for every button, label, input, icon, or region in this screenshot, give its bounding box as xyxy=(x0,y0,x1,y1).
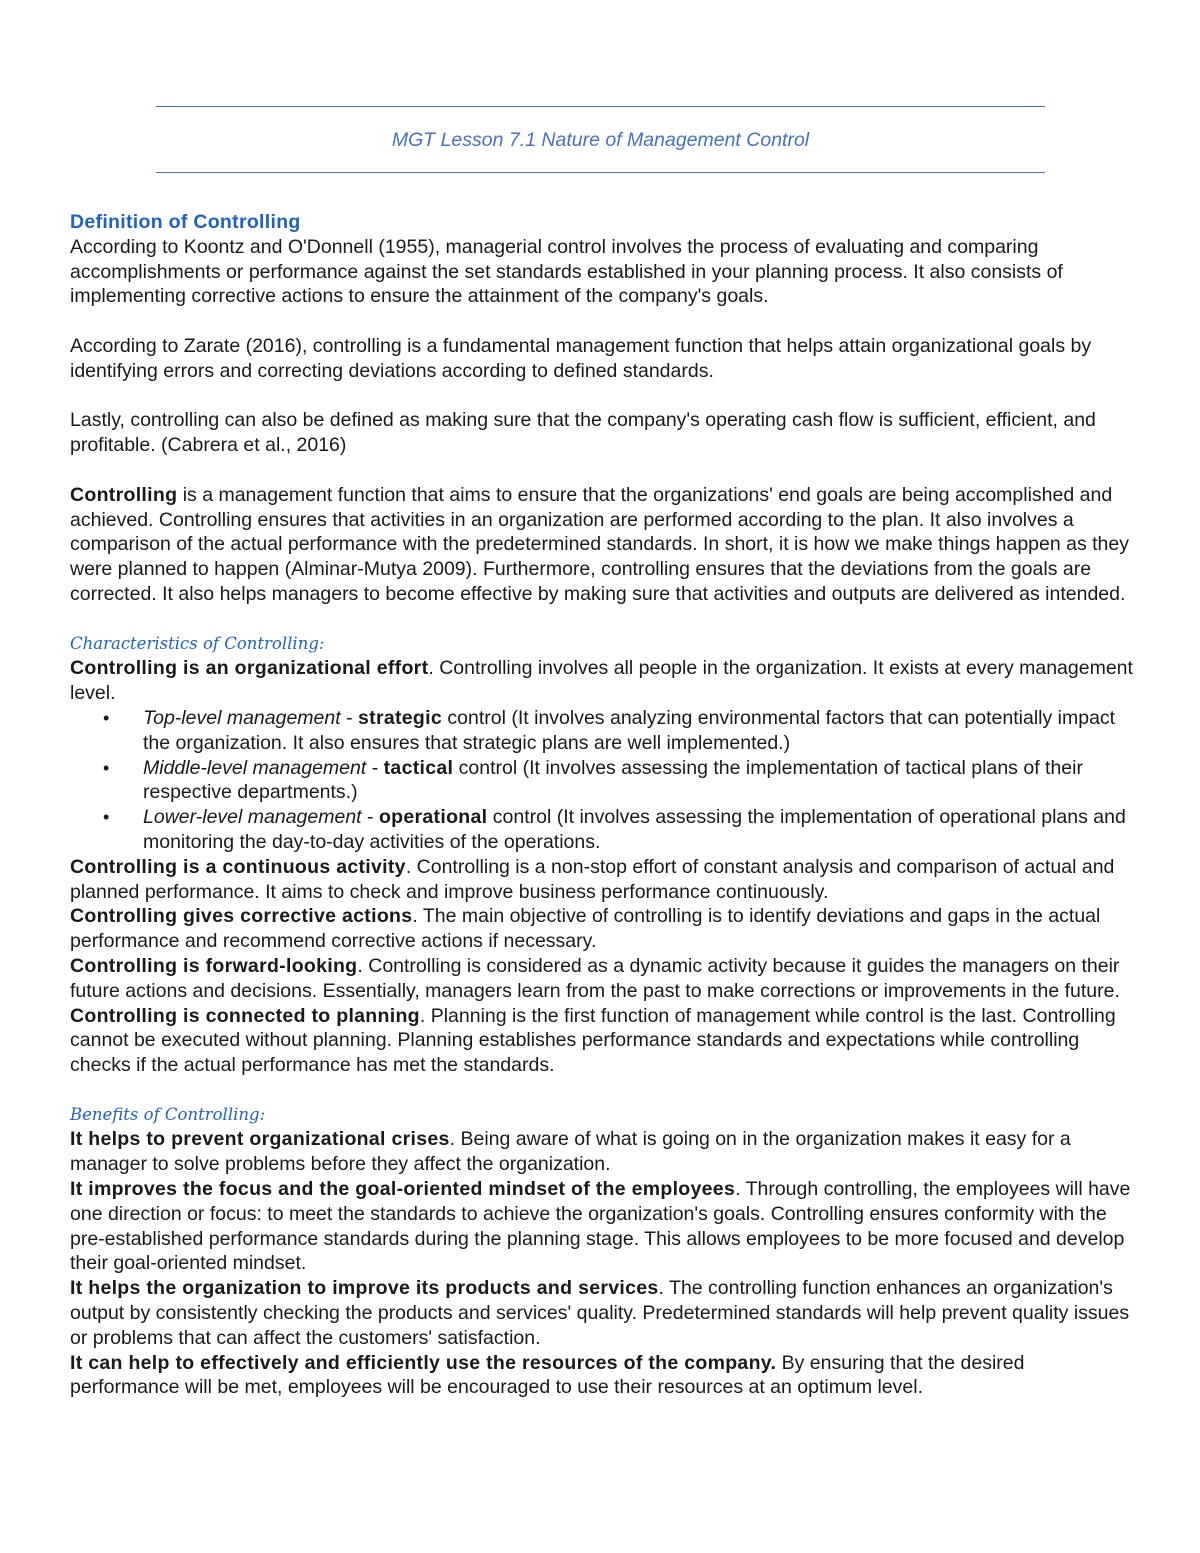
list-item xyxy=(70,756,1135,806)
level-separator: - xyxy=(361,806,379,829)
benefit-4-title: It can help to effectively and efficiently use the resources of the company. xyxy=(70,1351,777,1374)
characteristic-2-title: Controlling is a continuous activity xyxy=(70,855,406,878)
paragraph-gap xyxy=(70,1078,1135,1103)
term-controlling: Controlling xyxy=(70,483,178,506)
benefit-2-text: . Through controlling, the employees will have one direction or focus: to meet the standards to achieve the organization's goals. Controlling ensures conformity with the pre-established performance standards during the planning stage. This allows employees to be more focused and develop their goal-oriented mindset. xyxy=(70,1178,1131,1275)
paragraph-gap xyxy=(70,384,1135,409)
benefits-heading: Benefits of Controlling: xyxy=(70,1104,266,1124)
level-name: Top-level management xyxy=(143,706,341,729)
benefit-3-text: . The controlling function enhances an organization's output by consistently checking the products and services' quality. Predetermined standards will help prevent quality issues or problems that can affect the customers' satisfaction. xyxy=(70,1277,1130,1349)
level-separator: - xyxy=(366,756,384,779)
level-name: Middle-level management xyxy=(143,756,367,779)
document-body xyxy=(70,210,1135,1400)
definition-heading: Definition of Controlling xyxy=(70,211,301,233)
level-separator: - xyxy=(340,706,358,729)
page-title: MGT Lesson 7.1 Nature of Management Control xyxy=(391,129,810,151)
characteristic-5 xyxy=(70,1004,1135,1078)
characteristic-2 xyxy=(70,855,1135,905)
definition-paragraph-1: According to Koontz and O'Donnell (1955), managerial control involves the process of evaluating and comparing accomplishments or performance against the set standards established in your planning process. It also consists of implementing corrective actions to ensure the attainment of the company's goals. xyxy=(70,235,1063,308)
characteristic-1-text: . Controlling involves all people in the organization. It exists at every management level. xyxy=(70,657,1133,705)
header-rule-top xyxy=(156,106,1045,107)
management-levels-list xyxy=(70,706,1135,855)
bullet-icon: • xyxy=(103,807,110,828)
characteristic-5-title: Controlling is connected to planning xyxy=(70,1004,420,1027)
level-name: Lower-level management xyxy=(143,806,362,829)
characteristic-2-text: . Controlling is a non-stop effort of constant analysis and comparison of actual and planned performance. It aims to check and improve business performance continuously. xyxy=(70,855,1115,903)
control-type: operational xyxy=(378,806,488,829)
characteristic-1 xyxy=(70,656,1135,706)
benefit-4 xyxy=(70,1351,1135,1401)
benefit-4-text: By ensuring that the desired performance will be met, employees will be encouraged to use their resources at an optimum level. xyxy=(70,1351,1025,1399)
characteristic-1-title: Controlling is an organizational effort xyxy=(70,657,429,680)
benefit-2 xyxy=(70,1177,1135,1276)
benefit-1 xyxy=(70,1127,1135,1177)
level-description: control (It involves assessing the implementation of operational plans and monitoring the day-to-day activities of the operations. xyxy=(143,806,1126,853)
paragraph-gap xyxy=(70,309,1135,334)
benefit-1-title: It helps to prevent organizational crises xyxy=(70,1128,450,1151)
benefit-1-text: . Being aware of what is going on in the organization makes it easy for a manager to solve problems before they affect the organization. xyxy=(70,1128,1071,1176)
benefit-3 xyxy=(70,1276,1135,1350)
bullet-icon: • xyxy=(103,757,110,778)
definition-paragraph-4 xyxy=(70,483,1135,607)
level-description: control (It involves assessing the implementation of tactical plans of their respective departments.) xyxy=(143,756,1083,804)
benefit-3-title: It helps the organization to improve its products and services xyxy=(70,1277,659,1300)
control-type: tactical xyxy=(383,756,454,779)
definition-paragraph-3: Lastly, controlling can also be defined as making sure that the company's operating cash flow is sufficient, efficient, and profitable. (Cabrera et al., 2016) xyxy=(70,409,1096,457)
bullet-icon: • xyxy=(103,707,110,728)
characteristic-3 xyxy=(70,904,1135,954)
header-rule-bottom xyxy=(156,172,1045,173)
definition-paragraph-4-text: is a management function that aims to ensure that the organizations' end goals are being accomplished and achieved. Controlling ensures that activities in an organization are performed according to the plan. It also involves a comparison of the actual performance with the predetermined standards. In short, it is how we make things happen as they were planned to happen (Alminar-Mutya 2009). Furthermore, controlling ensures that the deviations from the goals are corrected. It also helps managers to become effective by making sure that activities and outputs are delivered as intended. xyxy=(70,483,1129,605)
characteristics-heading: Characteristics of Controlling: xyxy=(70,633,325,653)
level-description: control (It involves analyzing environmental factors that can potentially impact the organization. It also ensures that strategic plans are well implemented.) xyxy=(143,706,1116,754)
control-type: strategic xyxy=(358,706,442,729)
list-item xyxy=(70,805,1135,855)
characteristic-3-title: Controlling gives corrective actions xyxy=(70,905,413,928)
list-item xyxy=(70,706,1135,756)
characteristic-3-text: . The main objective of controlling is to identify deviations and gaps in the actual performance and recommend corrective actions if necessary. xyxy=(70,905,1101,953)
paragraph-gap xyxy=(70,607,1135,632)
characteristic-4 xyxy=(70,954,1135,1004)
benefit-2-title: It improves the focus and the goal-oriented mindset of the employees xyxy=(70,1178,736,1201)
characteristic-4-title: Controlling is forward-looking xyxy=(70,954,358,977)
characteristic-4-text: . Controlling is considered as a dynamic activity because it guides the managers on their future actions and decisions. Essentially, managers learn from the past to make corrections or improvements in the future. xyxy=(70,954,1120,1002)
definition-paragraph-2: According to Zarate (2016), controlling is a fundamental management function that helps attain organizational goals by identifying errors and correcting deviations according to defined standards. xyxy=(70,334,1092,382)
characteristic-5-text: . Planning is the first function of management while control is the last. Controlling cannot be executed without planning. Planning establishes performance standards and expectations while controlling checks if the actual performance has met the standards. xyxy=(70,1004,1116,1077)
paragraph-gap xyxy=(70,458,1135,483)
